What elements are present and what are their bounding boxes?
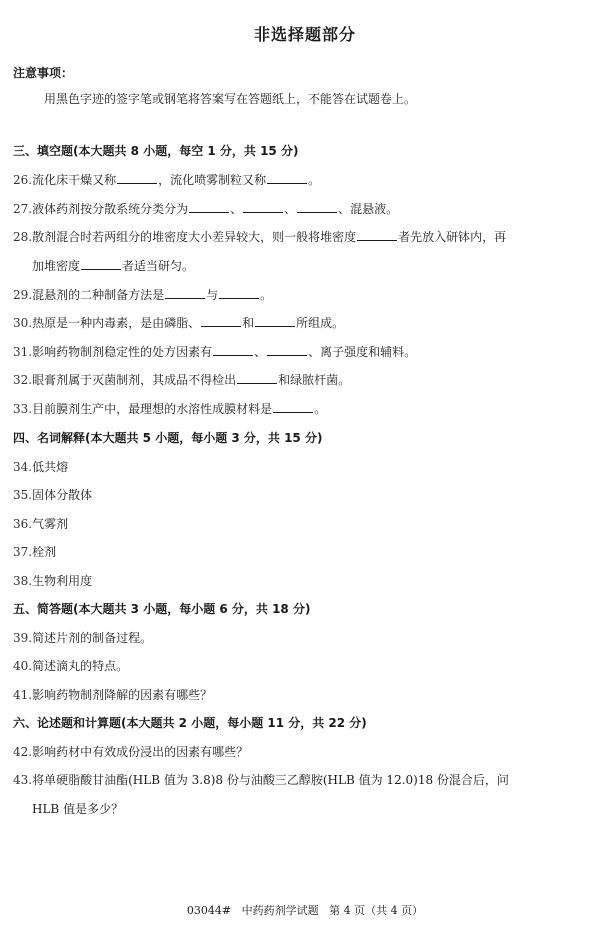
question-text: 热原是一种内毒素，是由磷脂、 [32,316,201,330]
question-text: 、混悬液。 [338,202,399,216]
notice-body: 用黑色字迹的签字笔或钢笔将答案写在答题纸上，不能答在试题卷上。 [44,92,417,106]
question-number: 37. [13,545,33,559]
question-text: 影响药物制剂稳定性的处方因素有 [32,345,213,359]
question-text: 散剂混合时若两组分的堆密度大小差异较大，则一般将堆密度 [32,230,357,244]
answer-blank [243,200,283,213]
answer-blank [117,171,157,184]
question-42 [13,743,248,760]
question-text: 生物利用度 [32,574,93,588]
question-text: 与 [206,288,219,302]
question-text: 影响药物制剂降解的因素有哪些？ [32,688,213,702]
question-text: 影响药材中有效成份浸出的因素有哪些？ [32,745,249,759]
answer-blank [165,286,205,299]
question-number: 27. [13,202,33,216]
question-text: 栓剂 [32,545,57,559]
question-30 [13,314,344,331]
question-43-continued: HLB 值是多少？ [32,802,124,816]
question-text: 流化床干燥又称 [32,173,117,187]
answer-blank [81,257,121,270]
question-text: 目前膜剂生产中，最理想的水溶性成膜材料是 [32,402,273,416]
question-43 [13,771,509,788]
question-text: 、 [254,345,267,359]
answer-blank [267,343,307,356]
question-text: 者适当研匀。 [122,259,195,273]
question-27 [13,200,398,217]
question-number: 38. [13,574,33,588]
question-text: 简述片剂的制备过程。 [32,631,153,645]
page-title: 非选择题部分 [253,25,356,44]
answer-blank [237,371,277,384]
answer-blank [189,200,229,213]
question-text: 。 [260,288,273,302]
question-text: 混悬剂的二种制备方法是 [32,288,165,302]
question-text: 加堆密度 [32,259,81,273]
question-number: 26. [13,173,33,187]
question-number: 43. [13,773,33,787]
question-number: 29. [13,288,33,302]
question-39 [13,629,152,646]
question-text: 。 [308,173,321,187]
question-37 [13,543,56,560]
question-number: 33. [13,402,33,416]
question-number: 34. [13,460,33,474]
question-29 [13,286,272,303]
answer-blank [267,171,307,184]
question-text: 气雾剂 [32,517,69,531]
question-text: 和绿脓杆菌。 [278,373,351,387]
question-number: 41. [13,688,33,702]
question-text: 低共熔 [32,460,69,474]
question-35 [13,486,92,503]
answer-blank [297,200,337,213]
question-28 [13,228,506,245]
notice-heading: 注意事项： [13,66,74,80]
question-text: 眼膏剂属于灭菌制剂，其成品不得检出 [32,373,237,387]
question-text: 者先放入研钵内，再 [398,230,507,244]
answer-blank [219,286,259,299]
section-short-answer-heading: 五、简答题(本大题共 3 小题，每小题 6 分，共 18 分) [13,602,311,616]
answer-blank [213,343,253,356]
page-footer: 03044# 中药药剂学试题 第 4 页（共 4 页） [186,904,424,917]
question-number: 36. [13,517,33,531]
question-text: 、 [284,202,297,216]
question-number: 28. [13,230,33,244]
question-text: 将单硬脂酸甘油酯(HLB 值为 3.8)8 份与油酸三乙醇胺(HLB 值为 12.0)18 份混合后，问 [32,773,509,787]
question-41 [13,686,212,703]
question-number: 35. [13,488,33,502]
question-text: 和 [242,316,255,330]
question-number: 30. [13,316,33,330]
question-32 [13,371,350,388]
question-number: 32. [13,373,33,387]
question-text: 简述滴丸的特点。 [32,659,129,673]
question-number: 39. [13,631,33,645]
question-40 [13,657,128,674]
question-number: 31. [13,345,33,359]
question-text: 。 [314,402,327,416]
question-text: 固体分散体 [32,488,93,502]
section-terms-heading: 四、名词解释(本大题共 5 小题，每小题 3 分，共 15 分) [13,431,323,445]
question-text: 液体药剂按分散系统分类分为 [32,202,189,216]
question-31 [13,343,416,360]
question-26 [13,171,320,188]
question-34 [13,458,68,475]
answer-blank [255,314,295,327]
question-36 [13,515,68,532]
question-text: 、离子强度和辅料。 [308,345,417,359]
question-33 [13,400,326,417]
question-text: 、 [230,202,243,216]
question-28-continued [32,257,194,274]
answer-blank [201,314,241,327]
answer-blank [357,228,397,241]
question-text: 所组成。 [296,316,345,330]
section-essay-calc-heading: 六、论述题和计算题(本大题共 2 小题，每小题 11 分，共 22 分) [13,716,367,730]
section-fill-in-heading: 三、填空题(本大题共 8 小题，每空 1 分，共 15 分) [13,144,299,158]
question-38 [13,572,92,589]
question-number: 42. [13,745,33,759]
question-text: ，流化喷雾制粒又称 [158,173,267,187]
question-number: 40. [13,659,33,673]
answer-blank [273,400,313,413]
